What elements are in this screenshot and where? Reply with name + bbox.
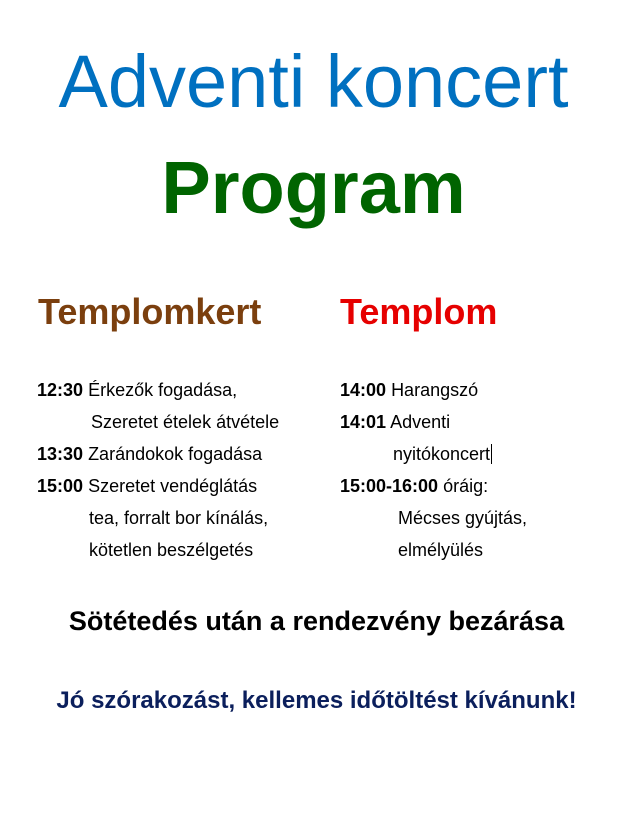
schedule-text: Mécses gyújtás,	[398, 508, 528, 528]
schedule-time: 14:01	[340, 412, 387, 432]
schedule-text: Adventi	[390, 412, 451, 432]
templomkert-schedule	[37, 374, 332, 566]
schedule-text: Zarándokok fogadása	[88, 444, 263, 464]
schedule-text: elmélyülés	[398, 540, 484, 560]
schedule-row	[340, 470, 620, 502]
schedule-time: 14:00	[340, 380, 387, 400]
schedule-row	[37, 534, 332, 566]
text-cursor	[491, 444, 492, 464]
schedule-time: 13:30	[37, 444, 84, 464]
schedule-text: óráig:	[443, 476, 489, 496]
schedule-text: tea, forralt bor kínálás,	[89, 508, 269, 528]
schedule-row	[37, 374, 332, 406]
schedule-text: nyitókoncert	[393, 444, 491, 464]
schedule-row	[340, 374, 620, 406]
page-subtitle: Program	[161, 146, 466, 229]
schedule-time: 15:00-16:00	[340, 476, 439, 496]
schedule-row	[340, 534, 620, 566]
closing-notice: Sötétedés után a rendezvény bezárása	[68, 606, 565, 636]
schedule-row	[340, 406, 620, 438]
schedule-text: Érkezők fogadása,	[88, 380, 238, 400]
schedule-time: 15:00	[37, 476, 84, 496]
schedule-row	[37, 438, 332, 470]
schedule-row	[340, 438, 620, 470]
page-title: Adventi koncert	[58, 40, 569, 123]
templomkert-heading: Templomkert	[38, 291, 262, 332]
wish-text: Jó szórakozást, kellemes időtöltést kívánunk!	[56, 687, 577, 714]
schedule-row	[37, 470, 332, 502]
schedule-text: Szeretet ételek átvétele	[91, 412, 280, 432]
schedule-row	[340, 502, 620, 534]
schedule-time: 12:30	[37, 380, 84, 400]
templom-schedule	[340, 374, 620, 566]
schedule-row	[37, 502, 332, 534]
schedule-row	[37, 406, 332, 438]
schedule-text: Harangszó	[391, 380, 479, 400]
schedule-text: kötetlen beszélgetés	[89, 540, 254, 560]
templom-heading: Templom	[340, 291, 498, 332]
schedule-text: Szeretet vendéglátás	[88, 476, 258, 496]
